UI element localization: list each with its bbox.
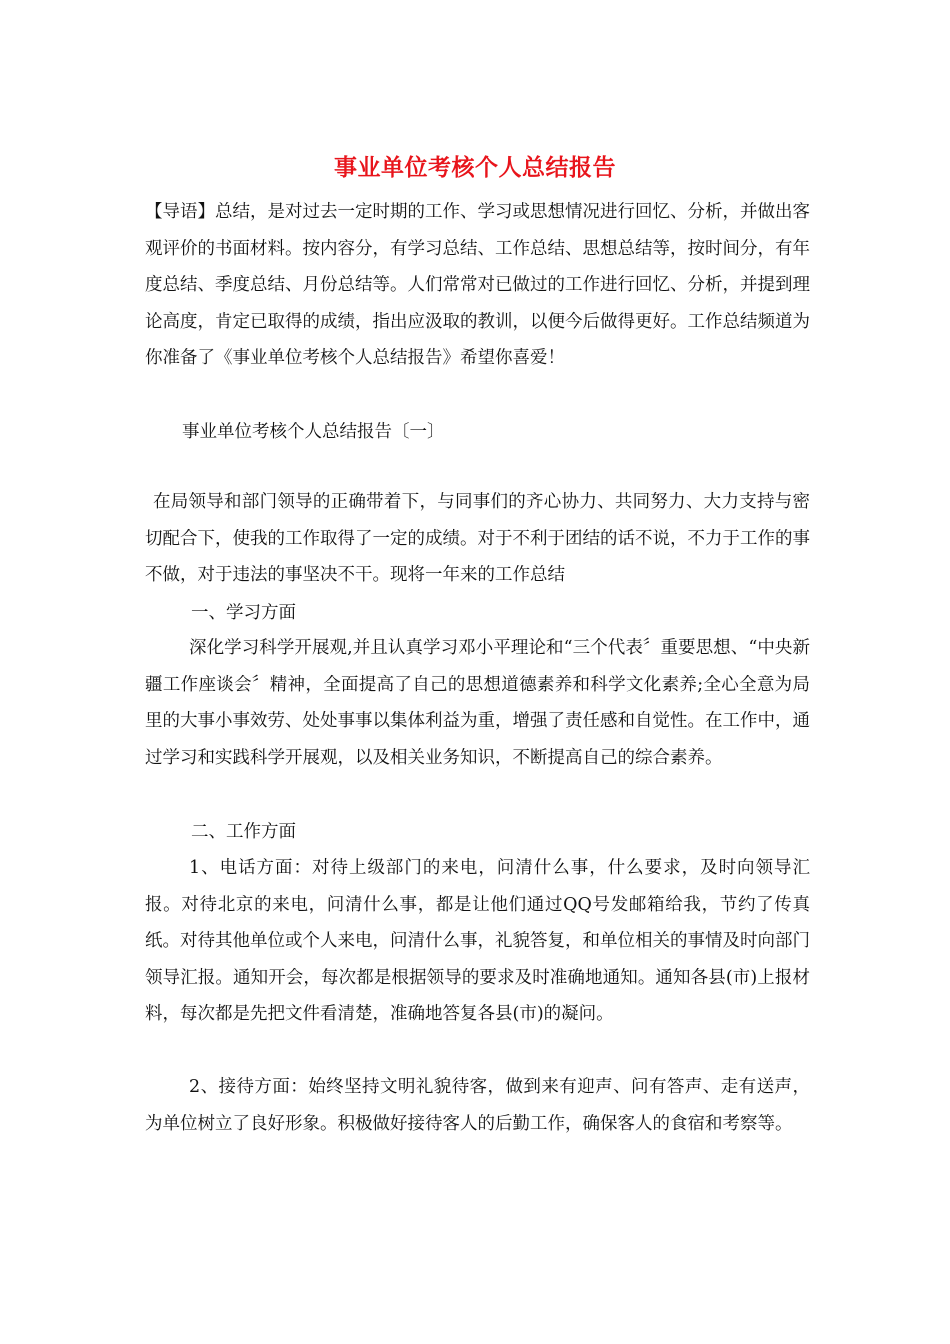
work-item-reception: 2、接待方面：始终坚持文明礼貌待客，做到来有迎声、问有答声、走有送声，为单位树立了良好形象。积极做好接待客人的后勤工作，确保客人的食宿和考察等。 bbox=[145, 1077, 810, 1134]
section-heading-study: 一、学习方面 bbox=[191, 603, 296, 623]
work-item-phone: 1、电话方面：对待上级部门的来电，问清什么事，什么要求，及时向领导汇报。对待北京的来电，问清什么事，都是让他们通过QQ号发邮箱给我，节约了传真纸。对待其他单位或个人来电，问清什么事，礼貌答复，和单位相关的事情及时向部门领导汇报。通知开会，每次都是根据领导的要求及时准确地通知。通知各县(市)上报材料，每次都是先把文件看清楚，准确地答复各县(市)的凝问。 bbox=[145, 858, 810, 1024]
document-title: 事业单位考核个人总结报告 bbox=[334, 154, 616, 181]
intro-paragraph: 【导语】总结，是对过去一定时期的工作、学习或思想情况进行回忆、分析，并做出客观评价的书面材料。按内容分，有学习总结、工作总结、思想总结等，按时间分，有年度总结、季度总结、月份总结等。人们常常对已做过的工作进行回忆、分析，并提到理论高度，肯定已取得的成绩，指出应汲取的教训，以便今后做得更好。工作总结频道为你准备了《事业单位考核个人总结报告》希望你喜爱！ bbox=[145, 202, 810, 368]
opening-paragraph: 在局领导和部门领导的正确带着下，与同事们的齐心协力、共同努力、大力支持与密切配合下，使我的工作取得了一定的成绩。对于不利于团结的话不说，不力于工作的事不做，对于违法的事坚决不干。现将一年来的工作总结 bbox=[145, 492, 810, 585]
report-subtitle: 事业单位考核个人总结报告〔一〕 bbox=[182, 422, 445, 442]
section-body-study: 深化学习科学开展观,并且认真学习邓小平理论和“三个代表〞重要思想、“中央新疆工作座谈会〞精神，全面提高了自己的思想道德素养和科学文化素养;全心全意为局里的大事小事效劳、处处事事以集体利益为重，增强了责任感和自觉性。在工作中，通过学习和实践科学开展观，以及相关业务知识，不断提高自己的综合素养。 bbox=[145, 638, 810, 768]
section-heading-work: 二、工作方面 bbox=[191, 822, 296, 842]
